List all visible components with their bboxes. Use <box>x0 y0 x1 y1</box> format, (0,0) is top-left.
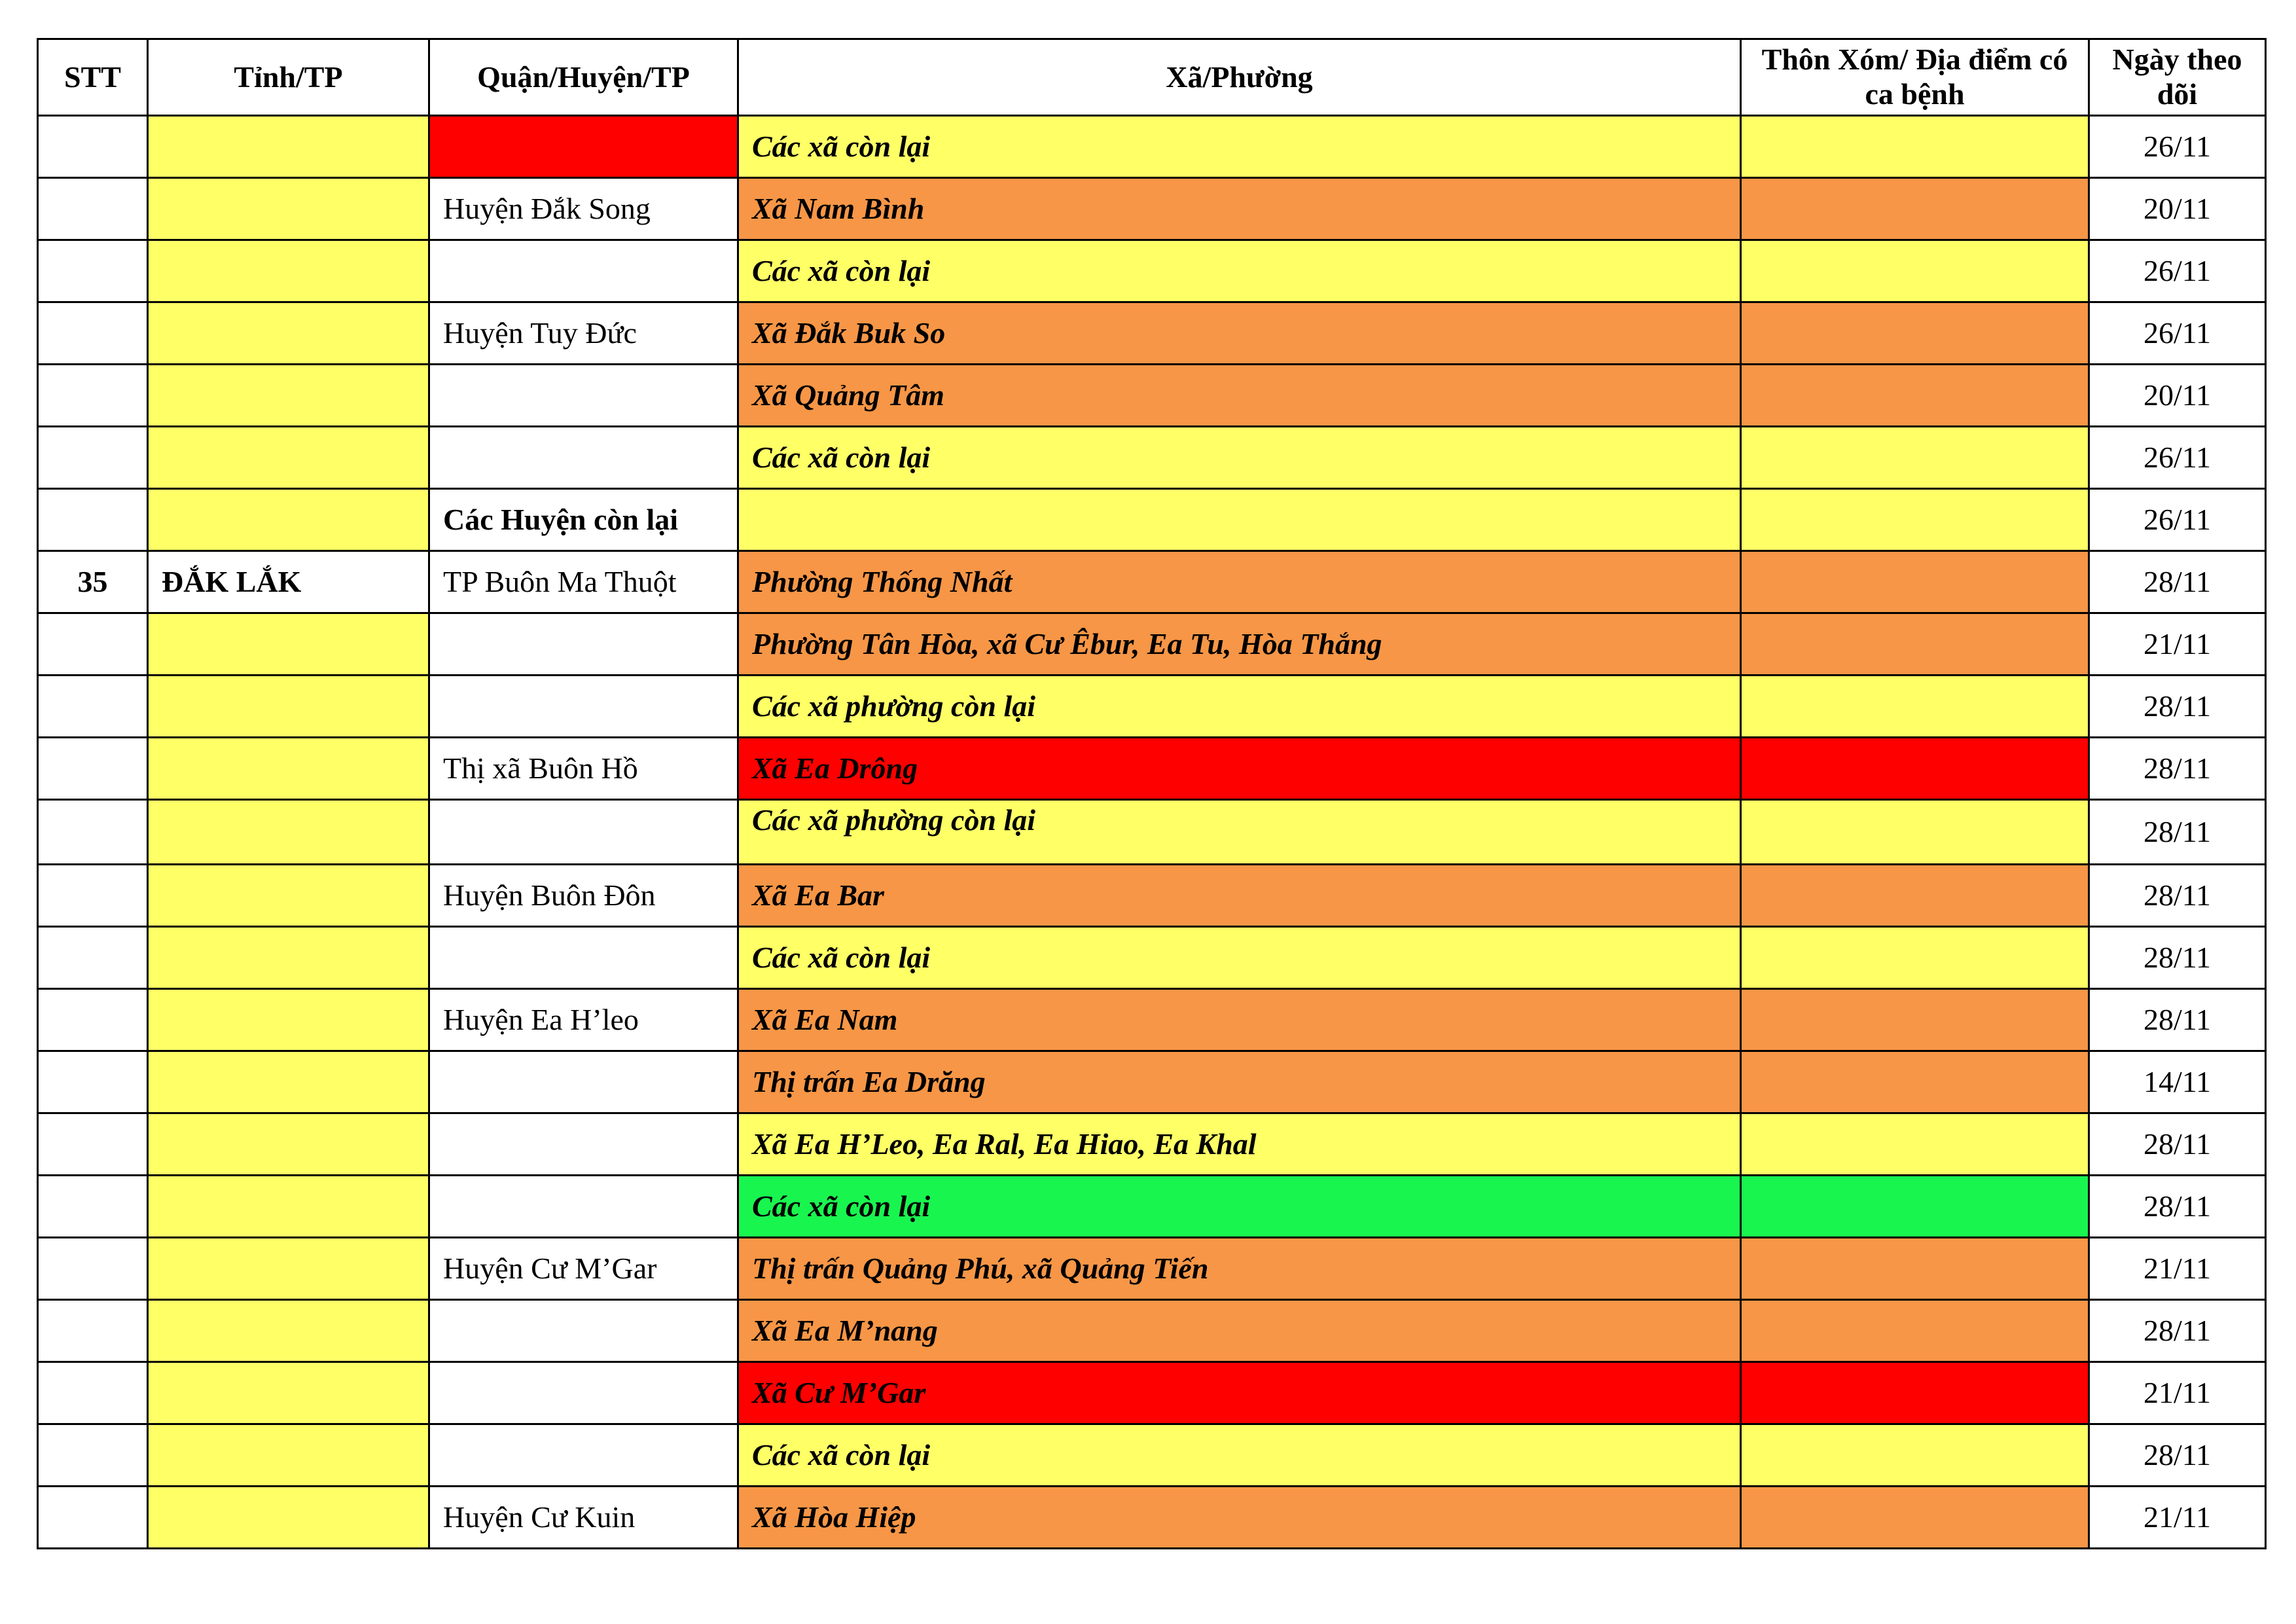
cell-stt <box>38 800 148 865</box>
cell-tinh <box>148 1362 429 1424</box>
cell-tinh <box>148 1300 429 1362</box>
cell-stt <box>38 1113 148 1176</box>
cell-thon <box>1741 865 2089 927</box>
cell-tinh <box>148 613 429 676</box>
table-row <box>38 365 2266 427</box>
cell-xa: Các xã còn lại <box>738 1424 1741 1487</box>
cell-ngay: 28/11 <box>2089 865 2266 927</box>
cell-stt: 35 <box>38 551 148 613</box>
cell-ngay: 26/11 <box>2089 302 2266 365</box>
cell-tinh <box>148 427 429 489</box>
table-row <box>38 240 2266 302</box>
cell-xa: Xã Ea Bar <box>738 865 1741 927</box>
table-row <box>38 1238 2266 1300</box>
cell-tinh <box>148 989 429 1051</box>
cell-tinh: ĐẮK LẮK <box>148 551 429 613</box>
cell-xa: Phường Tân Hòa, xã Cư Êbur, Ea Tu, Hòa Thắng <box>738 613 1741 676</box>
table-row <box>38 676 2266 738</box>
cell-xa: Các xã còn lại <box>738 1176 1741 1238</box>
table-row <box>38 1176 2266 1238</box>
table-row <box>38 178 2266 240</box>
cell-tinh <box>148 489 429 551</box>
cell-thon <box>1741 613 2089 676</box>
cell-thon <box>1741 676 2089 738</box>
cell-huyen: Huyện Buôn Đôn <box>429 865 738 927</box>
table-row <box>38 551 2266 613</box>
table-row <box>38 1487 2266 1549</box>
cell-ngay: 21/11 <box>2089 1238 2266 1300</box>
cell-xa: Các xã còn lại <box>738 427 1741 489</box>
table-row <box>38 489 2266 551</box>
cell-tinh <box>148 1176 429 1238</box>
cell-tinh <box>148 365 429 427</box>
cell-xa: Xã Ea H’Leo, Ea Ral, Ea Hiao, Ea Khal <box>738 1113 1741 1176</box>
cell-ngay: 28/11 <box>2089 1424 2266 1487</box>
cell-tinh <box>148 1051 429 1113</box>
cell-stt <box>38 365 148 427</box>
cell-tinh <box>148 738 429 800</box>
table-row <box>38 800 2266 865</box>
cell-thon <box>1741 989 2089 1051</box>
cell-tinh <box>148 178 429 240</box>
cell-thon <box>1741 1424 2089 1487</box>
cell-ngay: 14/11 <box>2089 1051 2266 1113</box>
cell-ngay: 28/11 <box>2089 1113 2266 1176</box>
cell-thon <box>1741 1051 2089 1113</box>
cell-ngay: 20/11 <box>2089 178 2266 240</box>
cell-xa: Thị trấn Quảng Phú, xã Quảng Tiến <box>738 1238 1741 1300</box>
cell-stt <box>38 427 148 489</box>
cell-ngay: 28/11 <box>2089 800 2266 865</box>
table-row <box>38 927 2266 989</box>
cell-ngay: 26/11 <box>2089 116 2266 178</box>
cell-thon <box>1741 1176 2089 1238</box>
cell-thon <box>1741 302 2089 365</box>
table-row <box>38 1362 2266 1424</box>
cell-tinh <box>148 1238 429 1300</box>
cell-stt <box>38 116 148 178</box>
header-thon: Thôn Xóm/ Địa điểm có ca bệnh <box>1741 39 2089 116</box>
header-tinh: Tỉnh/TP <box>148 39 429 116</box>
cell-stt <box>38 927 148 989</box>
cell-thon <box>1741 1300 2089 1362</box>
cell-ngay: 28/11 <box>2089 1300 2266 1362</box>
header-stt: STT <box>38 39 148 116</box>
table-body <box>38 116 2266 1549</box>
cell-xa: Thị trấn Ea Drăng <box>738 1051 1741 1113</box>
cell-thon <box>1741 551 2089 613</box>
cell-ngay: 28/11 <box>2089 551 2266 613</box>
cell-thon <box>1741 738 2089 800</box>
cell-xa: Xã Quảng Tâm <box>738 365 1741 427</box>
cell-huyen <box>429 240 738 302</box>
cell-stt <box>38 1176 148 1238</box>
cell-stt <box>38 1487 148 1549</box>
cell-stt <box>38 1300 148 1362</box>
cell-huyen: TP Buôn Ma Thuột <box>429 551 738 613</box>
header-xa: Xã/Phường <box>738 39 1741 116</box>
cell-thon <box>1741 927 2089 989</box>
cell-thon <box>1741 240 2089 302</box>
table-row <box>38 865 2266 927</box>
cell-ngay: 26/11 <box>2089 240 2266 302</box>
header-huyen: Quận/Huyện/TP <box>429 39 738 116</box>
header-ngay: Ngày theo dõi <box>2089 39 2266 116</box>
cell-xa: Các xã còn lại <box>738 116 1741 178</box>
cell-stt <box>38 1051 148 1113</box>
cell-huyen <box>429 1176 738 1238</box>
table-row <box>38 738 2266 800</box>
cell-huyen: Huyện Đắk Song <box>429 178 738 240</box>
cell-tinh <box>148 865 429 927</box>
cell-huyen <box>429 800 738 865</box>
cell-ngay: 28/11 <box>2089 676 2266 738</box>
cell-xa: Xã Hòa Hiệp <box>738 1487 1741 1549</box>
cell-ngay: 28/11 <box>2089 989 2266 1051</box>
cell-stt <box>38 1362 148 1424</box>
cell-huyen <box>429 1424 738 1487</box>
cell-stt <box>38 989 148 1051</box>
cell-xa: Các xã còn lại <box>738 927 1741 989</box>
cell-ngay: 28/11 <box>2089 927 2266 989</box>
cell-huyen <box>429 1051 738 1113</box>
cell-xa: Phường Thống Nhất <box>738 551 1741 613</box>
table-row <box>38 1113 2266 1176</box>
cell-xa: Xã Đắk Buk So <box>738 302 1741 365</box>
cell-stt <box>38 738 148 800</box>
cell-stt <box>38 865 148 927</box>
cell-thon <box>1741 1362 2089 1424</box>
cell-huyen: Thị xã Buôn Hồ <box>429 738 738 800</box>
table-row <box>38 1424 2266 1487</box>
cell-thon <box>1741 1113 2089 1176</box>
cell-huyen <box>429 613 738 676</box>
cell-xa: Xã Ea Drông <box>738 738 1741 800</box>
table-row <box>38 1300 2266 1362</box>
cell-huyen <box>429 365 738 427</box>
cell-thon <box>1741 365 2089 427</box>
cell-ngay: 21/11 <box>2089 1362 2266 1424</box>
cell-xa: Xã Cư M’Gar <box>738 1362 1741 1424</box>
table-row <box>38 613 2266 676</box>
cell-xa: Xã Nam Bình <box>738 178 1741 240</box>
cell-xa: Các xã phường còn lại <box>738 800 1741 865</box>
cell-tinh <box>148 927 429 989</box>
cell-huyen <box>429 676 738 738</box>
risk-table <box>37 38 2267 1549</box>
cell-stt <box>38 1424 148 1487</box>
cell-huyen <box>429 116 738 178</box>
cell-thon <box>1741 427 2089 489</box>
cell-stt <box>38 240 148 302</box>
cell-huyen <box>429 1362 738 1424</box>
cell-ngay: 21/11 <box>2089 613 2266 676</box>
cell-huyen <box>429 1113 738 1176</box>
cell-thon <box>1741 800 2089 865</box>
cell-tinh <box>148 800 429 865</box>
cell-tinh <box>148 1424 429 1487</box>
cell-xa: Xã Ea Nam <box>738 989 1741 1051</box>
table-header-row <box>38 39 2266 116</box>
cell-huyen <box>429 1300 738 1362</box>
cell-stt <box>38 302 148 365</box>
cell-ngay: 28/11 <box>2089 1176 2266 1238</box>
cell-huyen: Huyện Tuy Đức <box>429 302 738 365</box>
cell-xa: Các xã còn lại <box>738 240 1741 302</box>
cell-stt <box>38 178 148 240</box>
cell-ngay: 21/11 <box>2089 1487 2266 1549</box>
cell-tinh <box>148 676 429 738</box>
cell-stt <box>38 1238 148 1300</box>
cell-ngay: 26/11 <box>2089 427 2266 489</box>
cell-ngay: 20/11 <box>2089 365 2266 427</box>
cell-tinh <box>148 240 429 302</box>
cell-xa: Xã Ea M’nang <box>738 1300 1741 1362</box>
cell-thon <box>1741 489 2089 551</box>
cell-huyen <box>429 427 738 489</box>
table-row <box>38 989 2266 1051</box>
table-row <box>38 116 2266 178</box>
cell-thon <box>1741 178 2089 240</box>
cell-tinh <box>148 1113 429 1176</box>
table-row <box>38 427 2266 489</box>
cell-xa <box>738 489 1741 551</box>
cell-huyen: Huyện Cư Kuin <box>429 1487 738 1549</box>
cell-thon <box>1741 116 2089 178</box>
cell-thon <box>1741 1238 2089 1300</box>
cell-huyen: Các Huyện còn lại <box>429 489 738 551</box>
cell-stt <box>38 613 148 676</box>
cell-huyen: Huyện Cư M’Gar <box>429 1238 738 1300</box>
cell-stt <box>38 489 148 551</box>
table-row <box>38 302 2266 365</box>
cell-ngay: 28/11 <box>2089 738 2266 800</box>
cell-tinh <box>148 116 429 178</box>
cell-xa: Các xã phường còn lại <box>738 676 1741 738</box>
table-row <box>38 1051 2266 1113</box>
cell-huyen: Huyện Ea H’leo <box>429 989 738 1051</box>
cell-tinh <box>148 1487 429 1549</box>
cell-thon <box>1741 1487 2089 1549</box>
cell-ngay: 26/11 <box>2089 489 2266 551</box>
cell-stt <box>38 676 148 738</box>
cell-huyen <box>429 927 738 989</box>
cell-tinh <box>148 302 429 365</box>
